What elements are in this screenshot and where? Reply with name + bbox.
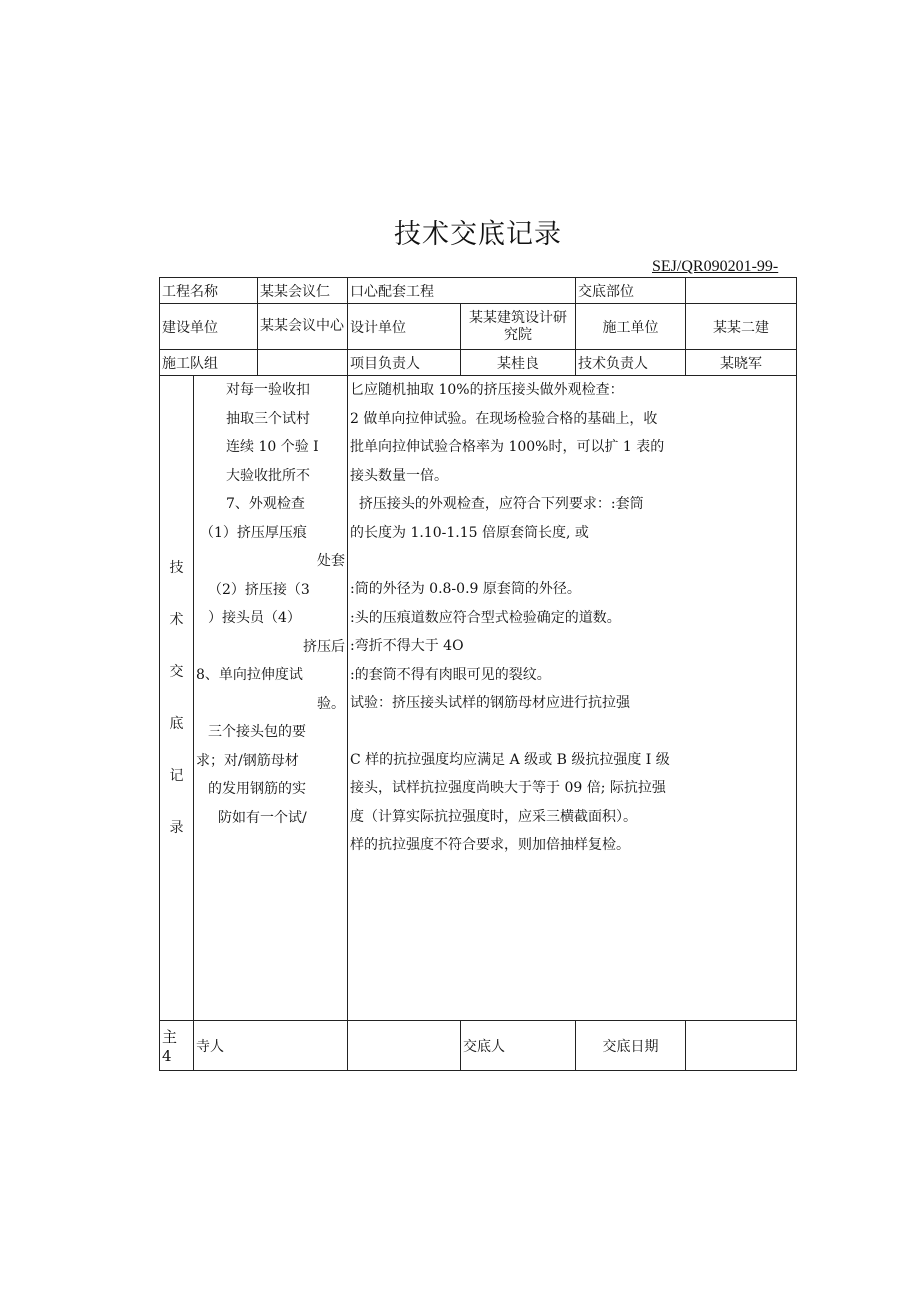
row-disclosure-body — [160, 376, 797, 1021]
left-line: 8、单向拉伸度试 — [196, 667, 303, 683]
right-line: 批单向拉伸试验合格率为 100%时，可以扩 1 表的 — [350, 439, 665, 455]
project-name-part-a: 某某会议仁 — [258, 278, 348, 304]
left-line: ）接头员（4） — [208, 610, 301, 626]
section-char: 记 — [169, 768, 184, 784]
right-line: 接头数量一倍。 — [350, 467, 448, 484]
disclosure-form-table — [159, 277, 797, 1071]
right-line: 接头，试样抗拉强度尚映大于等于 09 倍; 际抗拉强 — [350, 780, 666, 796]
builder-label: 施工单位 — [576, 304, 686, 350]
project-name-part-b: 口心配套工程 — [348, 278, 576, 304]
part-value — [686, 278, 797, 304]
date-label: 交底日期 — [576, 1021, 686, 1071]
tech-value: 某晓军 — [686, 350, 797, 376]
left-line: 挤压后 — [303, 638, 345, 655]
section-char: 交 — [169, 664, 184, 680]
row-units — [160, 304, 797, 350]
right-line: 2 做单向拉伸试验。在现场检验合格的基础上，收 — [350, 410, 658, 427]
left-line: 抽取三个试村 — [226, 410, 310, 427]
right-line: 试验：挤压接头试样的钢筋母材应进行抗拉强 — [350, 695, 630, 711]
left-line: 大验收批所不 — [226, 467, 310, 484]
pm-value: 某桂良 — [461, 350, 576, 376]
right-line: :的套筒不得有肉眼可见的裂纹。 — [350, 666, 551, 683]
left-line: 连续 10 个验 I — [226, 439, 319, 455]
right-line: 度（计算实际抗拉强度时，应采三横截面积）。 — [350, 808, 637, 825]
manager-label-a: 主 4 — [160, 1021, 194, 1071]
left-line: 处套 — [317, 553, 345, 569]
row-project — [160, 278, 797, 304]
row-team — [160, 350, 797, 376]
right-line: 挤压接头的外观检查，应符合下列要求：:套筒 — [350, 496, 644, 512]
team-label: 施工队组 — [160, 350, 258, 376]
team-value — [258, 350, 348, 376]
manager-label-b: 寺人 — [194, 1021, 348, 1071]
row-signatures — [160, 1021, 797, 1071]
section-char: 技 — [169, 560, 184, 576]
document-title: 技术交底记录 — [394, 219, 562, 250]
right-line: :筒的外径为 0.8-0.9 原套筒的外径。 — [350, 581, 581, 597]
section-label-vertical — [160, 376, 194, 1021]
left-line: （2）挤压接（3 — [208, 581, 310, 598]
section-char: 录 — [169, 820, 184, 836]
document-number: SEJ/QR090201-99- — [652, 258, 779, 275]
tech-label: 技术负责人 — [576, 350, 686, 376]
right-line: 的长度为 1.10-1.15 倍原套筒长度, 或 — [350, 524, 589, 541]
left-line: 对每一验收扣 — [226, 382, 310, 398]
manager-value — [348, 1021, 461, 1071]
left-line: 验。 — [317, 695, 345, 712]
left-line: 的发用钢筋的实 — [208, 781, 306, 797]
left-line: 求；对/钢筋母材 — [196, 752, 299, 769]
right-line-blank — [350, 547, 794, 575]
client-value: 某某会议中心 — [258, 304, 348, 350]
disclosure-left-column — [194, 376, 348, 1021]
left-line: （1）挤压厚压痕 — [200, 524, 307, 541]
pm-label: 项目负责人 — [348, 350, 461, 376]
project-name-label: 工程名称 — [160, 278, 258, 304]
discloser-label: 交底人 — [461, 1021, 576, 1071]
right-line: 样的抗拉强度不符合要求，则加倍抽样复检。 — [350, 837, 630, 853]
right-line: :弯折不得大于 4O — [350, 638, 464, 654]
disclosure-right-column — [348, 376, 797, 1021]
right-line: 匕应随机抽取 10%的挤压接头做外观检查： — [350, 382, 624, 398]
client-label: 建设单位 — [160, 304, 258, 350]
designer-value: 某某建筑设计研究院 — [461, 304, 576, 350]
part-label: 交底部位 — [576, 278, 686, 304]
right-line: C 样的抗拉强度均应满足 A 级或 B 级抗拉强度 I 级 — [350, 751, 670, 768]
left-line: 三个接头包的要 — [208, 724, 306, 740]
right-line: :头的压痕道数应符合型式检验确定的道数。 — [350, 609, 621, 626]
section-char: 术 — [169, 612, 184, 628]
left-line: 7、外观检查 — [226, 496, 305, 512]
right-line-blank — [350, 718, 794, 746]
left-line: 防如有一个试/ — [218, 809, 307, 826]
designer-label: 设计单位 — [348, 304, 461, 350]
section-char: 底 — [169, 716, 184, 732]
date-value — [686, 1021, 797, 1071]
builder-value: 某某二建 — [686, 304, 797, 350]
